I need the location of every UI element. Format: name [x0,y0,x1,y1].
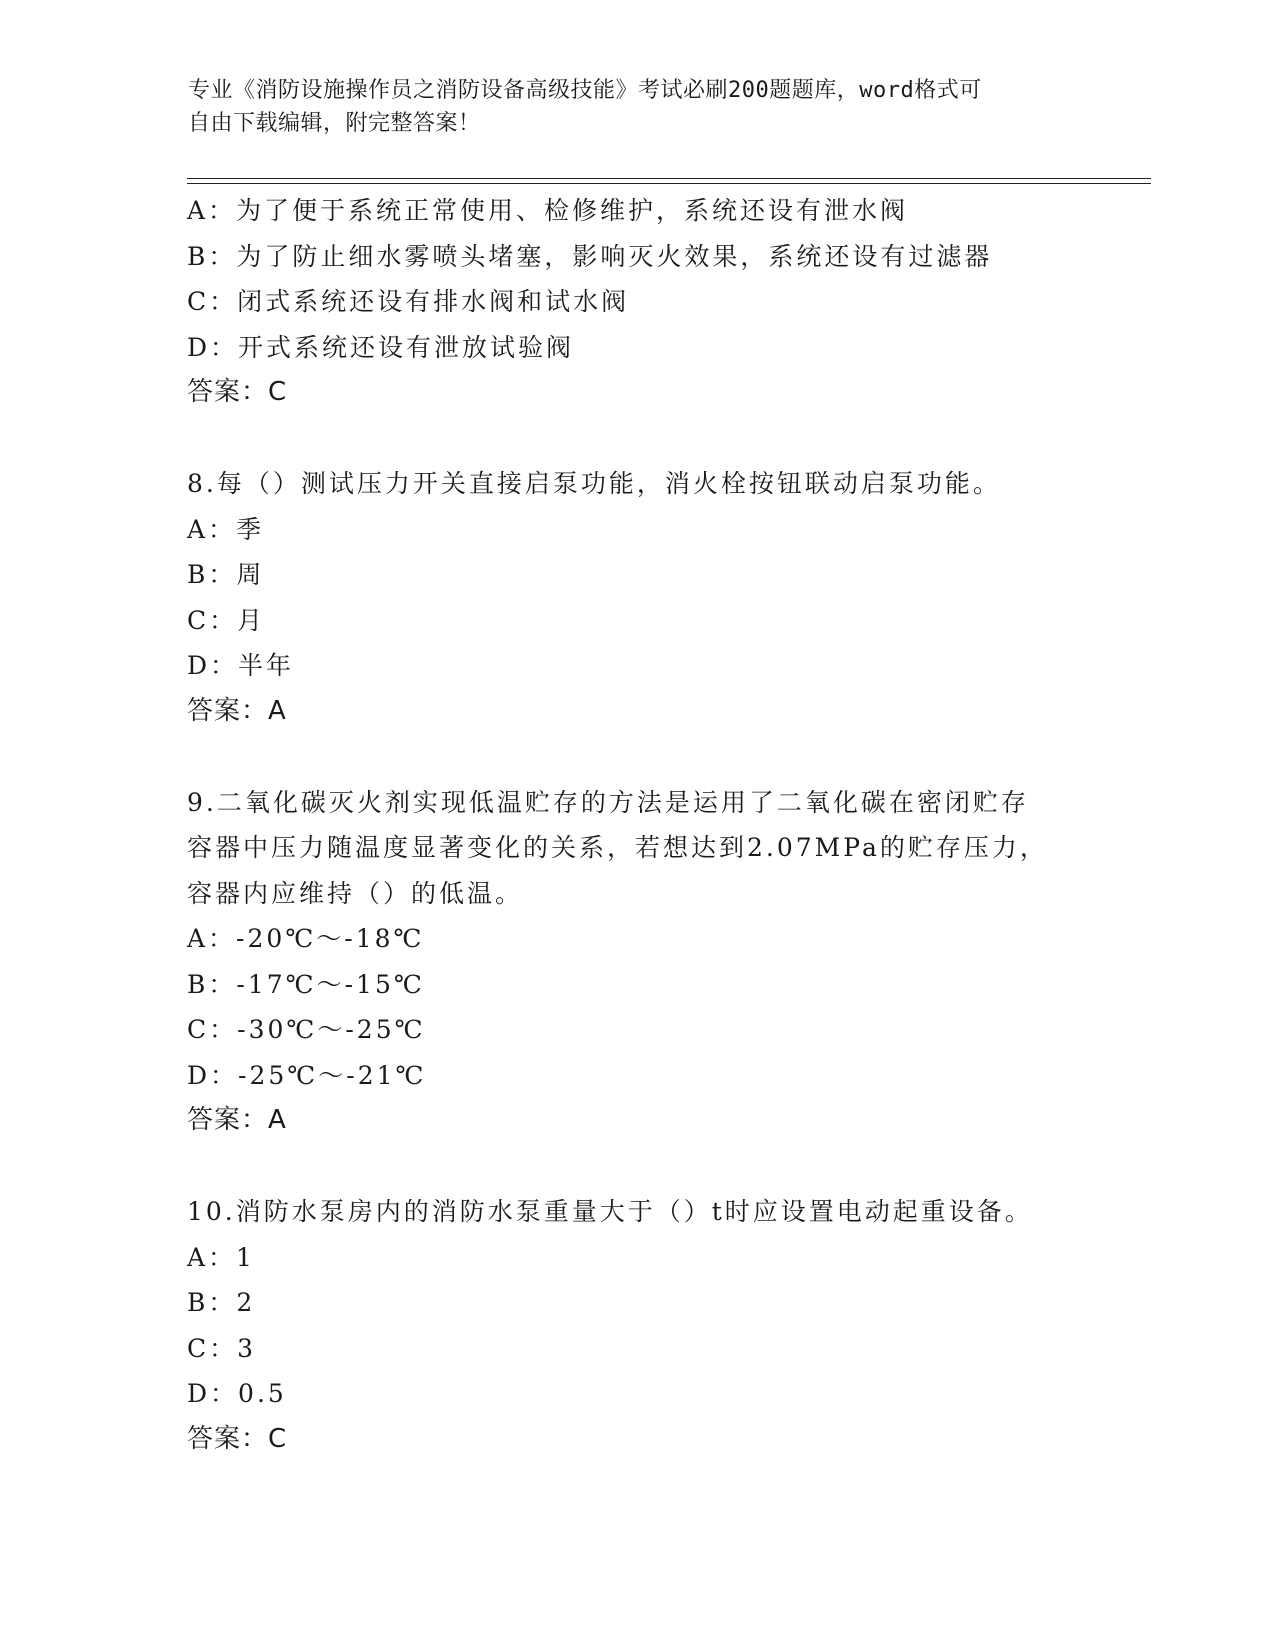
option-c: C：闭式系统还设有排水阀和试水阀 [187,287,630,316]
header-line-2: 自由下载编辑，附完整答案！ [188,111,481,136]
option-b: B：周 [187,560,265,589]
option-d: D：半年 [187,651,295,680]
spacer [187,416,1137,462]
spacer [187,734,1137,780]
option-c: C：3 [187,1333,257,1363]
header-line-1: 专业《消防设施操作员之消防设备高级技能》考试必刷200题题库，word格式可 [188,78,982,103]
option-d: D：0.5 [187,1379,287,1408]
option-a: A：1 [187,1242,255,1272]
question-text: 8.每（）测试压力开关直接启泵功能，消火栓按钮联动启泵功能。 [187,469,1001,498]
answer-line: 答案：C [187,1423,288,1454]
option-a: A：-20℃～-18℃ [187,924,425,953]
question-block-7 [187,188,1137,416]
header-divider-top [187,178,1151,179]
question-block-8 [187,461,1137,734]
option-b: B：2 [187,1288,256,1317]
option-d: D：-25℃～-21℃ [187,1060,427,1090]
option-b: B：-17℃～-15℃ [187,969,425,999]
spacer [187,1144,1137,1190]
question-text: 10.消防水泵房内的消防水泵重量大于（）t时应设置电动起重设备。 [187,1197,1033,1226]
question-block-9 [187,780,1137,1144]
option-d: D：开式系统还设有泄放试验阀 [187,332,575,362]
option-c: C：-30℃～-25℃ [187,1015,426,1044]
option-b: B：为了防止细水雾喷头堵塞，影响灭火效果，系统还设有过滤器 [187,241,993,271]
option-c: C：月 [187,605,266,635]
header-divider-bottom [187,183,1151,184]
question-text-line-2: 容器中压力随温度显著变化的关系，若想达到2.07MPa的贮存压力， [187,833,1048,862]
document-header [188,74,1068,140]
option-a: A：季 [187,514,265,544]
answer-line: 答案：A [187,1105,287,1135]
answer-line: 答案：C [187,377,288,407]
question-text-line-1: 9.二氧化碳灭火剂实现低温贮存的方法是运用了二氧化碳在密闭贮存 [187,787,1029,817]
question-text-line-3: 容器内应维持（）的低温。 [187,878,524,908]
answer-line: 答案：A [187,695,287,726]
question-content [187,188,1137,1462]
option-a: A：为了便于系统正常使用、检修维护，系统还设有泄水阀 [187,196,909,225]
question-block-10 [187,1189,1137,1462]
